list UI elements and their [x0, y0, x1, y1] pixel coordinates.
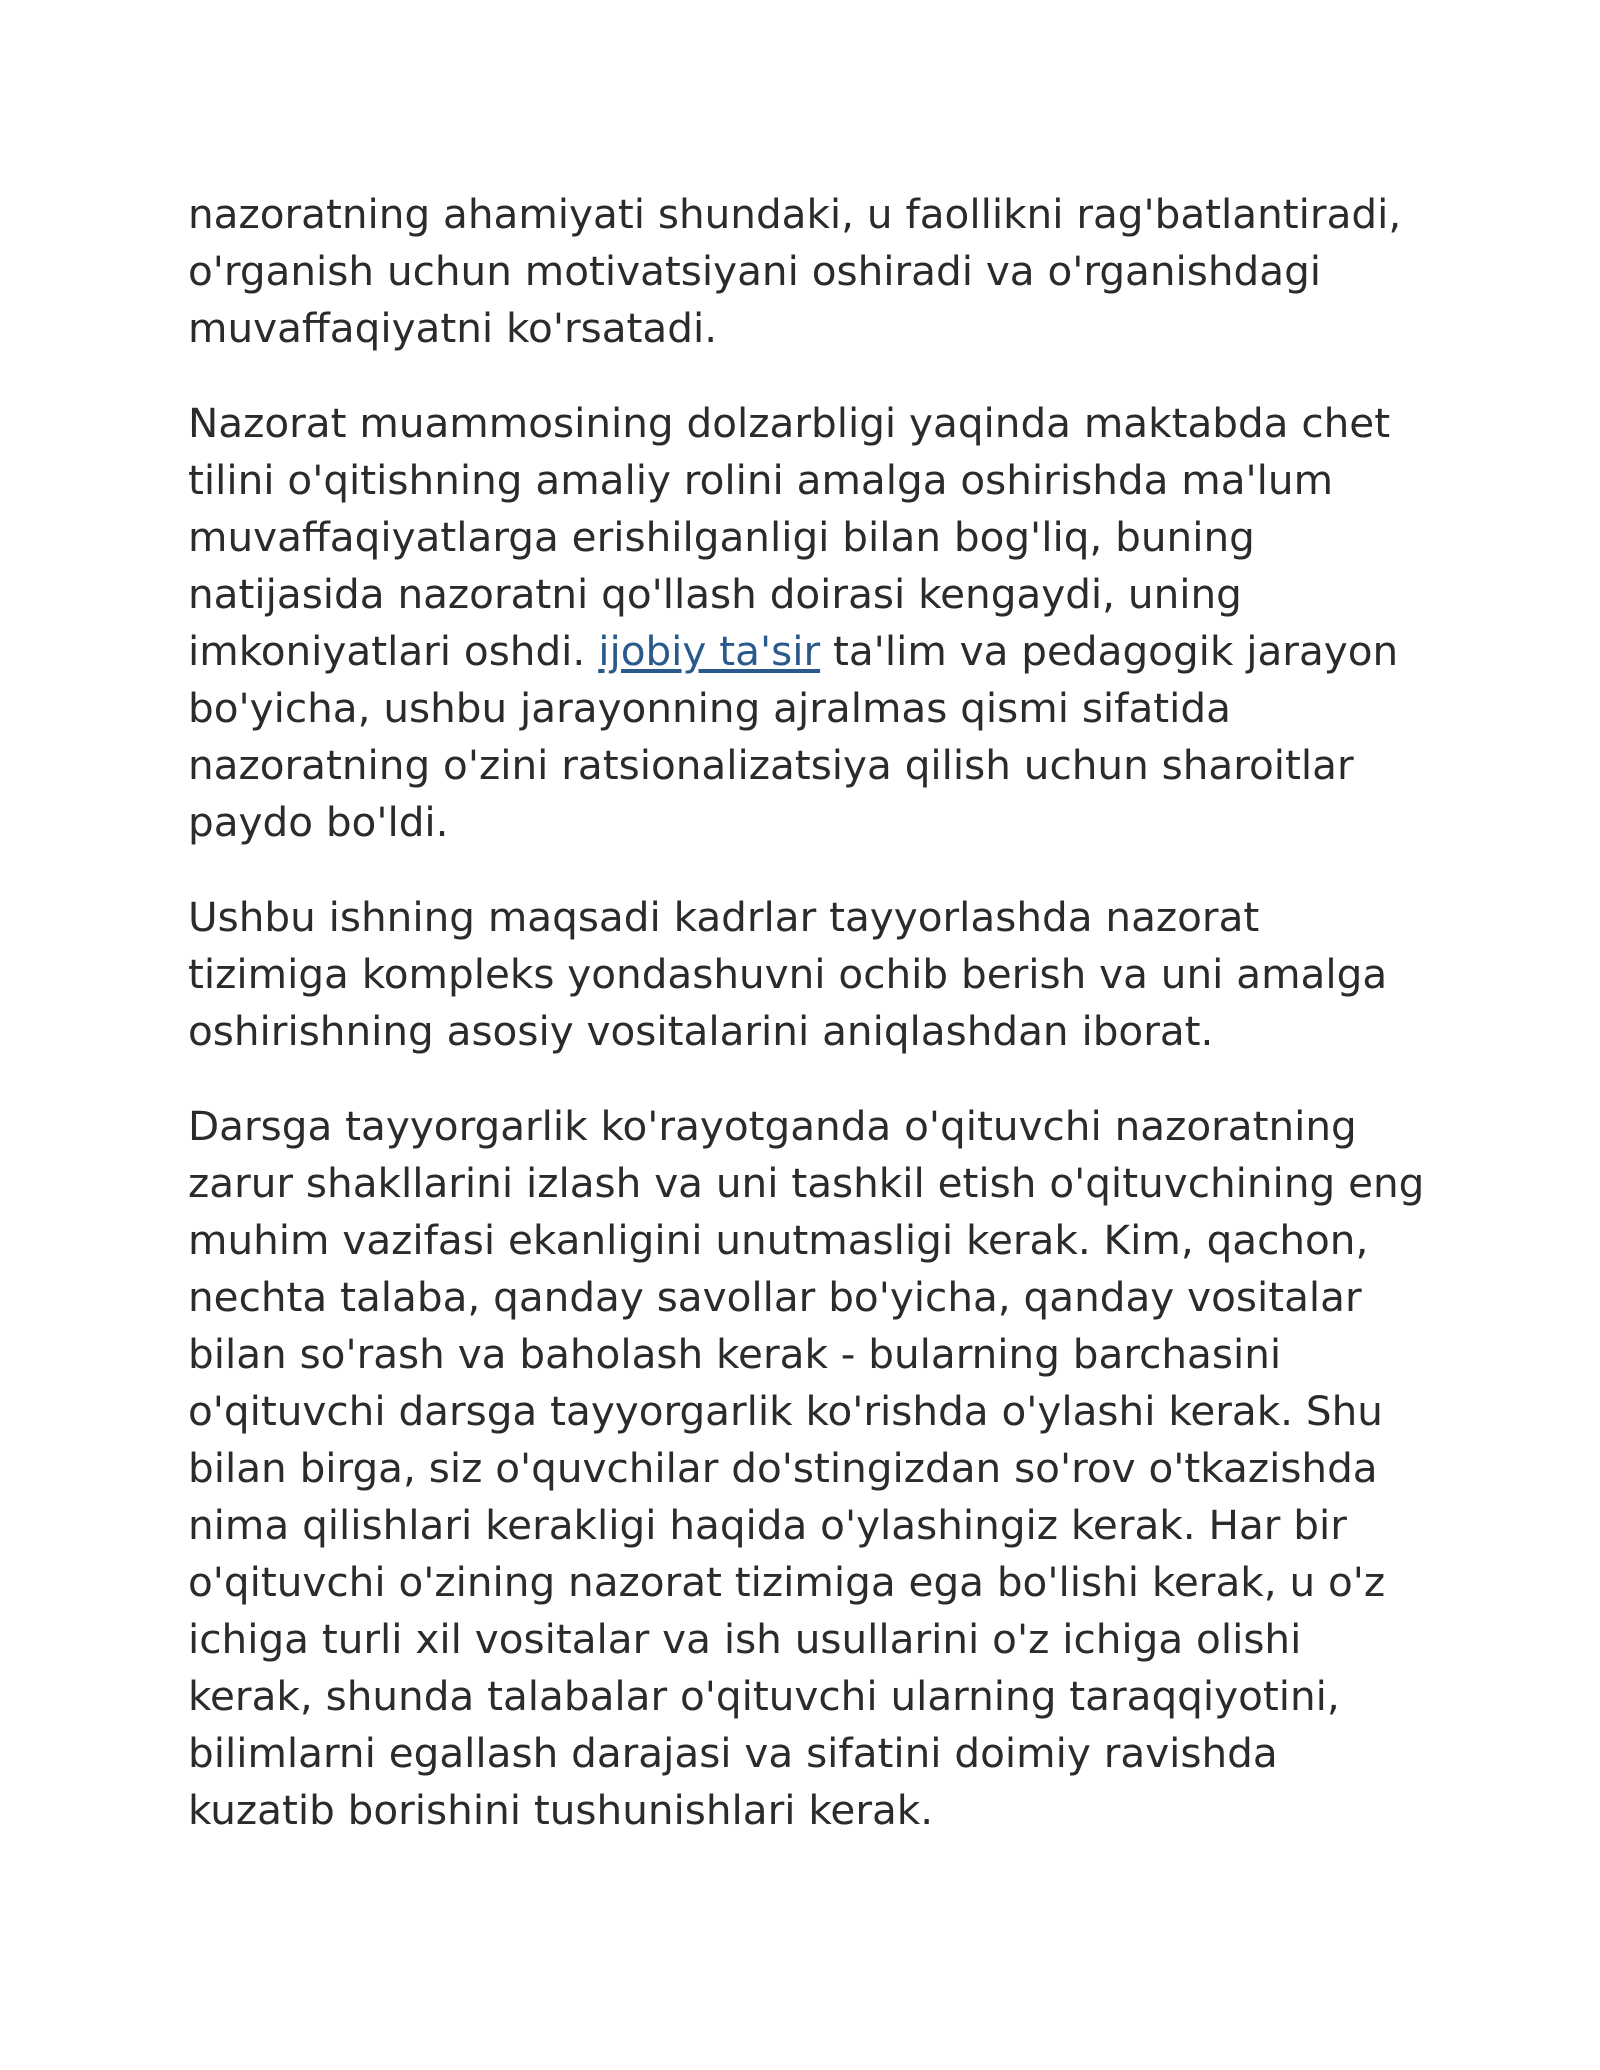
paragraph-4-text: Darsga tayyorgarlik ko'rayotganda o'qituvchi nazoratning zarur shakllarini izlash va uni tashkil etish o'qituvchining eng muhim vazifasi ekanligini unutmasligi kerak. Kim, qachon, nechta talaba, qanday savollar bo'yicha, qanday vositalar bilan so'rash va baholash kerak - bularning barchasini o'qituvchi darsga tayyorgarlik ko'rishda o'ylashi kerak. Shu bilan birga, siz o'quvchilar do'stingizdan so'rov o'tkazishda nima qilishlari kerakligi haqida o'ylashingiz kerak. Har bir o'qituvchi o'zining nazorat tizimiga ega bo'lishi kerak, u o'z ichiga turli xil vositalar va ish usullarini o'z ichiga olishi kerak, shunda talabalar o'qituvchi ularning taraqqiyotini, bilimlarni egallash darajasi va sifatini doimiy ravishda kuzatib borishini tushunishlari kerak. [188, 1102, 1425, 1834]
paragraph-2 [188, 395, 1428, 851]
paragraph-2-text-before: Nazorat muammosining dolzarbligi yaqinda maktabda chet tilini o'qitishning amaliy rolini amalga oshirishda ma'lum muvaffaqiyatlarga erishilganligi bilan bog'liq, buning natijasida nazoratni qo'llash doirasi kengaydi, uning imkoniyatlari oshdi. [188, 399, 1391, 675]
article-body [188, 186, 1428, 1877]
ijobiy-tasir-link[interactable]: ijobiy ta'sir [598, 627, 821, 675]
paragraph-1-text: nazoratning ahamiyati shundaki, u faollikni rag'batlantiradi, o'rganish uchun motivatsiyani oshiradi va o'rganishdagi muvaffaqiyatni ko'rsatadi. [188, 190, 1402, 352]
paragraph-3 [188, 889, 1428, 1060]
paragraph-1 [188, 186, 1428, 357]
paragraph-4 [188, 1098, 1428, 1839]
paragraph-3-text: Ushbu ishning maqsadi kadrlar tayyorlashda nazorat tizimiga kompleks yondashuvni ochib berish va uni amalga oshirishning asosiy vositalarini aniqlashdan iborat. [188, 893, 1388, 1055]
paragraph-2-text-after: ta'lim va pedagogik jarayon bo'yicha, ushbu jarayonning ajralmas qismi sifatida nazoratning o'zini ratsionalizatsiya qilish uchun sharoitlar paydo bo'ldi. [188, 627, 1399, 846]
